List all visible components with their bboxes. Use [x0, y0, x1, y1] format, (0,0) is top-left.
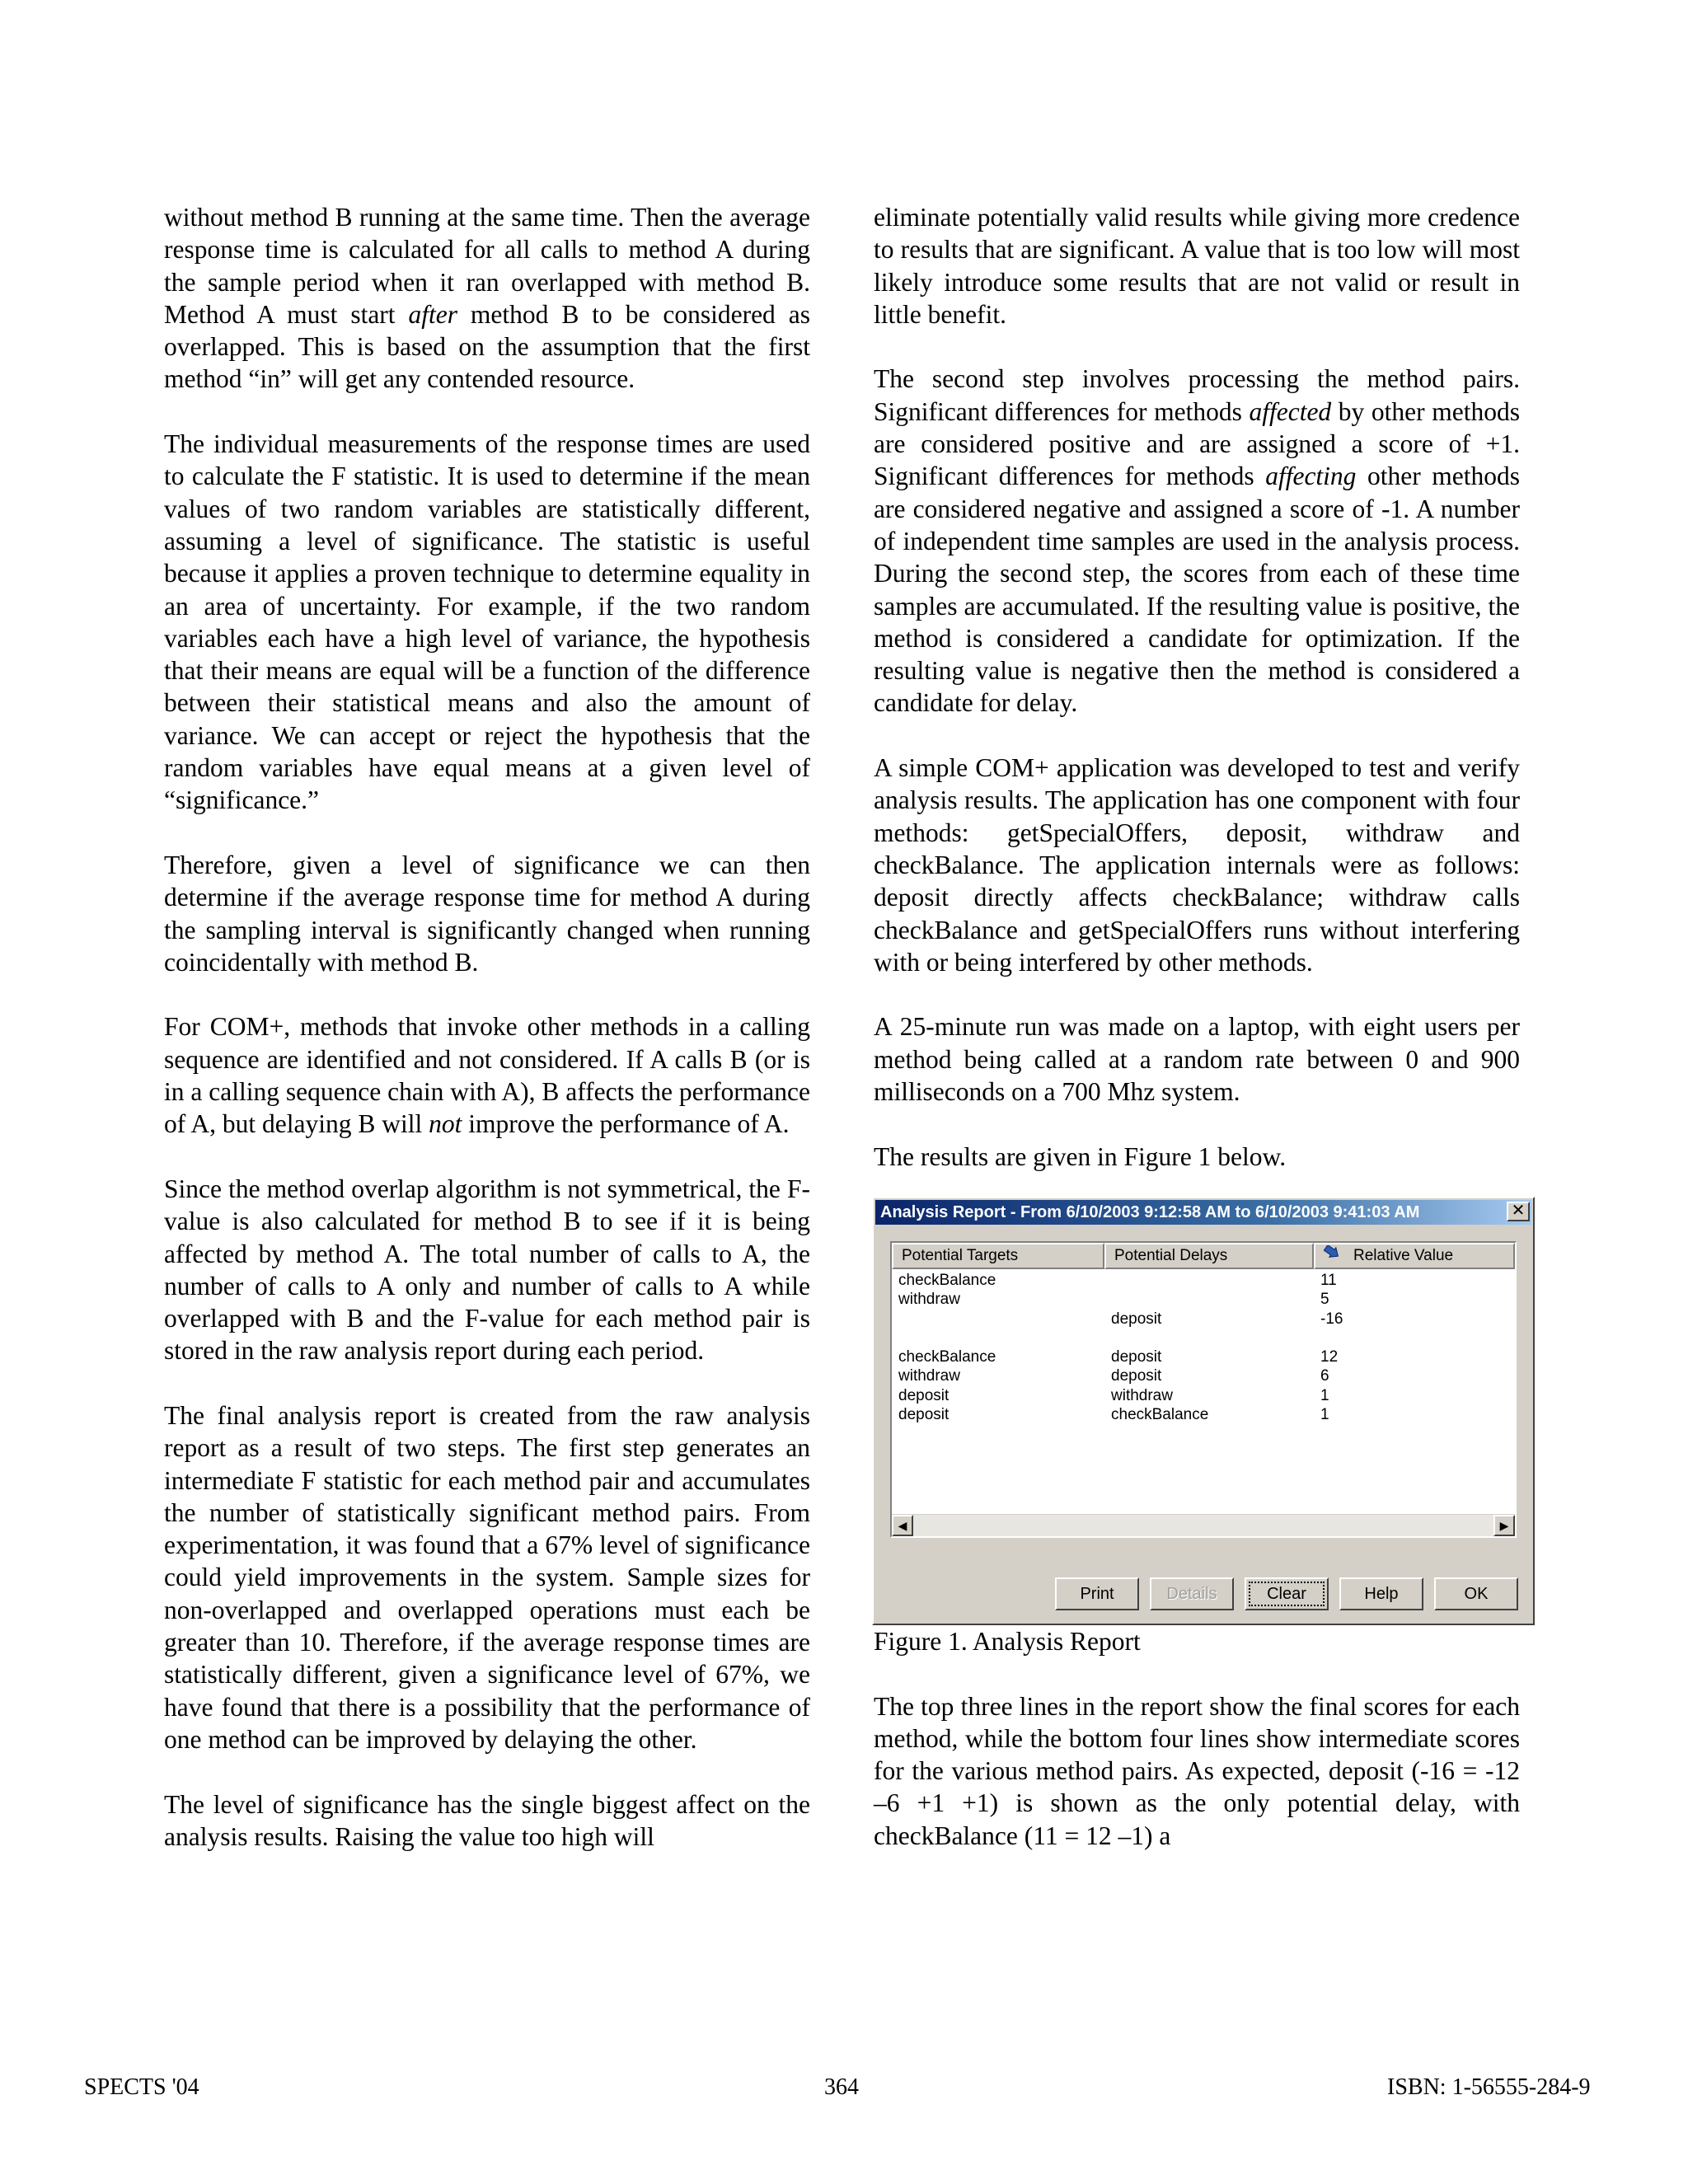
- paragraph: A simple COM+ application was developed to test and verify analysis results. The application has one component with four methods: getSpecialOffers, deposit, withdraw and checkBalance. The application internals were as follows: deposit directly affects checkBalance; withdraw calls checkBalance and getSpecialOffers runs without interfering with or being interfered by other methods.: [874, 753, 1520, 977]
- paragraph: For COM+, methods that invoke other methods in a calling sequence are identified and not considered. If A calls B (or is in a calling sequence chain with A), B affects the performance of A, but delaying B will not improve the performance of A.: [164, 1012, 810, 1139]
- paragraph: The top three lines in the report show the final scores for each method, while the bottom four lines show intermediate scores for the various method pairs. As expected, deposit (-16 = -12 –6 +1 +1) is shown as the only potential delay, with checkBalance (11 = 12 –1) a: [874, 1691, 1520, 1850]
- target-cell: deposit: [898, 1386, 950, 1404]
- value-cell: [1314, 1329, 1515, 1347]
- dialog-title: Analysis Report - From 6/10/2003 9:12:58 AM to 6/10/2003 9:41:03 AM: [880, 1202, 1420, 1221]
- right-column: [874, 201, 1526, 1884]
- print-button[interactable]: Print: [1055, 1577, 1139, 1610]
- dialog-title-bar[interactable]: [875, 1200, 1531, 1225]
- delay-cell: [1104, 1271, 1314, 1290]
- list-row[interactable]: [892, 1271, 1515, 1290]
- delay-cell: deposit: [1111, 1348, 1162, 1366]
- figure-caption: Figure 1. Analysis Report: [874, 1626, 1141, 1656]
- paragraph: Therefore, given a level of significance we can then determine if the average response time for method A during the sampling interval is significantly changed when running coincidentally with method B.: [164, 850, 810, 977]
- list-row[interactable]: [892, 1386, 1515, 1405]
- paragraph: Since the method overlap algorithm is not symmetrical, the F-value is also calculated for method B to see if it is being affected by method A. The total number of calls to A, the number of calls to A only and number of calls to A while overlapped with B and the F-value for each method pair is stored in the raw analysis report during each period.: [164, 1174, 810, 1366]
- paragraph: The individual measurements of the response times are used to calculate the F statistic. It is used to determine if the mean values of two random variables are statistically different, assuming a level of significance. The statistic is useful because it applies a proven technique to determine equality in an area of uncertainty. For example, if the two random variables each have a high level of variance, the hypothesis that their means are equal will be a function of the difference between their statistical means and also the amount of variance. We can accept or reject the hypothesis that the random variables have equal means at a given level of “significance.”: [164, 429, 810, 815]
- results-list[interactable]: [890, 1241, 1517, 1538]
- help-button[interactable]: Help: [1339, 1577, 1423, 1610]
- paragraph: A 25-minute run was made on a laptop, with eight users per method being called at a random rate between 0 and 900 milliseconds on a 700 Mhz system.: [874, 1012, 1520, 1107]
- list-row[interactable]: [892, 1405, 1515, 1424]
- details-button[interactable]: Details: [1150, 1577, 1234, 1610]
- paragraph: The level of significance has the single biggest affect on the analysis results. Raising the value too high will: [164, 1789, 810, 1851]
- column-header-potential-targets[interactable]: Potential Targets: [892, 1243, 1104, 1269]
- sort-arrow-icon: [1322, 1245, 1343, 1263]
- value-cell: 6: [1320, 1367, 1329, 1385]
- value-cell: 1: [1320, 1405, 1329, 1423]
- paragraph: without method B running at the same time. Then the average response time is calculated for all calls to method A during the sample period when it ran overlapped with method B. Method A must start after method B to be considered as overlapped. This is based on the assumption that the first method “in” will get any contended resource.: [164, 203, 810, 394]
- delay-cell: [1104, 1290, 1314, 1309]
- scroll-right-button[interactable]: [1493, 1515, 1515, 1536]
- paragraph: The results are given in Figure 1 below.: [874, 1141, 1287, 1171]
- list-rows: [892, 1271, 1515, 1424]
- close-icon: ✕: [1511, 1201, 1526, 1220]
- scroll-left-icon: ◀: [898, 1518, 907, 1532]
- target-cell: checkBalance: [898, 1348, 996, 1366]
- target-cell: withdraw: [898, 1367, 960, 1385]
- ok-button[interactable]: OK: [1434, 1577, 1518, 1610]
- paragraph: The final analysis report is created from the raw analysis report as a result of two steps. The first step generates an intermediate F statistic for each method pair and accumulates the number of statistically significant method pairs. From experimentation, it was found that a 67% level of significance could yield improvements in the system. Sample sizes for non-overlapped and overlapped operations must each be greater than 10. Therefore, if the average response times are statistically different, given a significance level of 67%, we have found that there is a possibility that the performance of one method can be improved by delaying the other.: [164, 1400, 810, 1754]
- value-cell: 5: [1320, 1291, 1329, 1309]
- horizontal-scrollbar[interactable]: [892, 1514, 1515, 1536]
- list-header: [892, 1243, 1515, 1269]
- analysis-report-dialog: [872, 1197, 1535, 1625]
- target-cell: [892, 1329, 1104, 1347]
- close-button[interactable]: [1507, 1202, 1530, 1221]
- value-cell: 11: [1320, 1271, 1337, 1289]
- list-row[interactable]: [892, 1329, 1515, 1347]
- value-cell: 12: [1320, 1348, 1339, 1366]
- scroll-left-button[interactable]: [892, 1515, 913, 1536]
- delay-cell: deposit: [1111, 1367, 1162, 1385]
- delay-cell: deposit: [1111, 1310, 1162, 1328]
- footer-page-number: 364: [824, 2074, 859, 2100]
- list-row[interactable]: [892, 1290, 1515, 1309]
- list-row[interactable]: [892, 1310, 1515, 1329]
- clear-button[interactable]: Clear: [1245, 1577, 1329, 1610]
- scroll-right-icon: ▶: [1499, 1518, 1509, 1532]
- paragraph: eliminate potentially valid results while giving more credence to results that are significant. A value that is too low will most likely introduce some results that are not valid or result in little benefit.: [874, 203, 1520, 329]
- target-cell: checkBalance: [898, 1271, 996, 1289]
- target-cell: withdraw: [898, 1291, 960, 1309]
- delay-cell: [1104, 1329, 1314, 1347]
- list-row[interactable]: [892, 1347, 1515, 1366]
- footer-isbn: ISBN: 1-56555-284-9: [1387, 2074, 1591, 2100]
- column-header-potential-delays[interactable]: Potential Delays: [1104, 1243, 1314, 1269]
- list-row[interactable]: [892, 1366, 1515, 1385]
- target-cell: deposit: [898, 1405, 950, 1423]
- column-header-relative-value[interactable]: Relative Value: [1314, 1243, 1515, 1269]
- target-cell: [892, 1310, 1104, 1329]
- footer-conference: SPECTS '04: [84, 2074, 199, 2100]
- paragraph: The second step involves processing the method pairs. Significant differences for methods affected by other methods are considered positive and are assigned a score of +1. Significant differences for methods affecting other methods are considered negative and assigned a score of -1. A number of independent time samples are used in the analysis process. During the second step, the scores from each of these time samples are accumulated. If the resulting value is positive, the method is considered a candidate for optimization. If the resulting value is negative then the method is considered a candidate for delay.: [874, 364, 1520, 718]
- left-column: [164, 201, 810, 1885]
- delay-cell: checkBalance: [1111, 1405, 1209, 1423]
- delay-cell: withdraw: [1111, 1386, 1173, 1404]
- value-cell: -16: [1320, 1310, 1343, 1328]
- value-cell: 1: [1320, 1386, 1329, 1404]
